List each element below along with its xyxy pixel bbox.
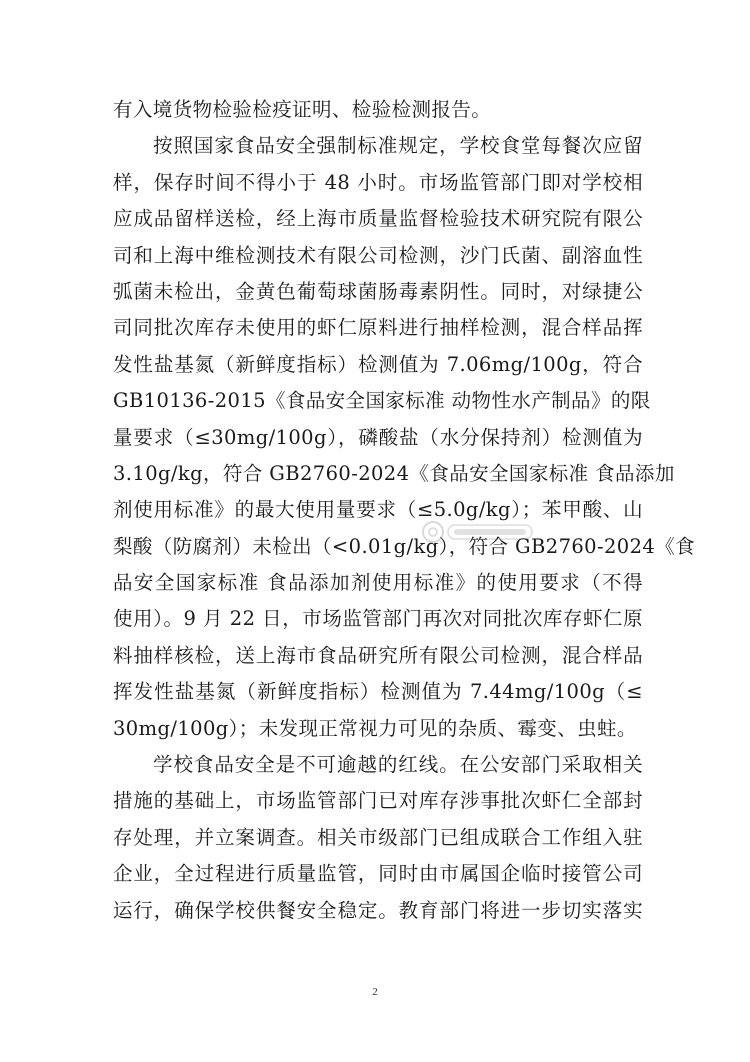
text-line: 措施的基础上，市场监管部门已对库存涉事批次虾仁全部封 [113,789,643,813]
body-text [113,92,696,929]
text-line: 发性盐基氮（新鲜度指标）检测值为 7.06mg/100g，符合 [113,352,643,376]
text-line: 司同批次库存未使用的虾仁原料进行抽样检测，混合样品挥 [113,316,643,340]
text-line: 按照国家食品安全强制标准规定，学校食堂每餐次应留 [153,134,643,158]
text-line: 挥发性盐基氮（新鲜度指标）检测值为 7.44mg/100g（≤ [113,680,643,704]
text-line: 存处理，并立案调查。相关市级部门已组成联合工作组入驻 [113,825,643,849]
text-line: 料抽样核检，送上海市食品研究所有限公司检测，混合样品 [113,643,643,667]
text-line: 30mg/100g）；未发现正常视力可见的杂质、霉变、虫蛀。 [113,716,637,740]
text-line: 运行，确保学校供餐安全稳定。教育部门将进一步切实落实 [113,898,643,922]
text-line: 量要求（≤30mg/100g），磷酸盐（水分保持剂）检测值为 [113,425,643,449]
text-line: 样，保存时间不得小于 48 小时。市场监管部门即对学校相 [113,170,643,194]
text-line: 剂使用标准》的最大使用量要求（≤5.0g/kg）；苯甲酸、山 [113,498,643,522]
text-line: 学校食品安全是不可逾越的红线。在公安部门采取相关 [153,753,643,777]
text-line: 企业，全过程进行质量监管，同时由市属国企临时接管公司 [113,862,643,886]
text-line: GB10136-2015《食品安全国家标准 动物性水产制品》的限 [113,389,651,413]
text-line: 司和上海中维检测技术有限公司检测，沙门氏菌、副溶血性 [113,243,643,267]
page-number: 2 [372,986,378,998]
text-line: 使用）。9 月 22 日，市场监管部门再次对同批次库存虾仁原 [113,607,643,631]
text-line: 3.10g/kg，符合 GB2760-2024《食品安全国家标准 食品添加 [113,461,675,485]
text-line: 应成品留样送检，经上海市质量监督检验技术研究院有限公 [113,207,643,231]
text-line: 梨酸（防腐剂）未检出（<0.01g/kg），符合 GB2760-2024《食 [113,534,696,558]
text-line: 品安全国家标准 食品添加剂使用标准》的使用要求（不得 [113,571,643,595]
text-line: 有入境货物检验检疫证明、检验检测报告。 [113,98,492,121]
text-line: 弧菌未检出，金黄色葡萄球菌肠毒素阴性。同时，对绿捷公 [113,279,643,303]
